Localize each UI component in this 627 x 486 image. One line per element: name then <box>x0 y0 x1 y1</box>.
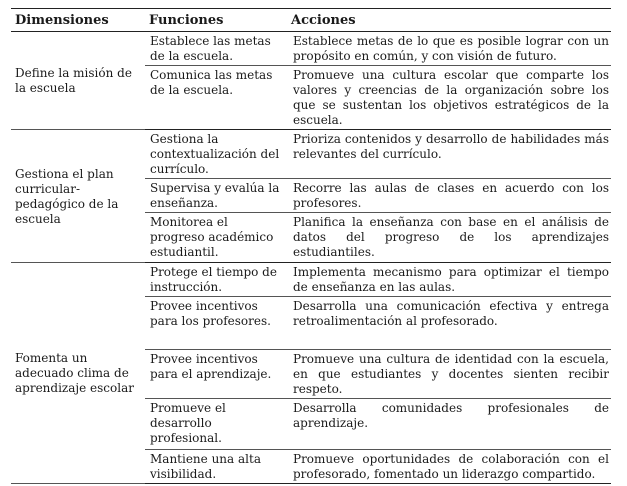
table-header-row <box>11 9 611 32</box>
header-dimensiones: Dimensiones <box>11 9 145 32</box>
funcion-cell: Promueve el desarrollo profesional. <box>145 399 287 450</box>
accion-cell: Promueve oportunidades de colaboración con el profesorado, fomentado un liderazgo compartido. <box>287 450 611 484</box>
dimension-cell: Define la misión de la escuela <box>11 32 145 130</box>
table-row <box>11 263 611 297</box>
table-row <box>11 32 611 66</box>
funcion-cell: Comunica las metas de la escuela. <box>145 66 287 130</box>
header-acciones: Acciones <box>287 9 611 32</box>
dimension-cell: Gestiona el plan curricular-pedagógico de la escuela <box>11 130 145 263</box>
accion-cell: Implementa mecanismo para optimizar el tiempo de enseñanza en las aulas. <box>287 263 611 297</box>
dimension-cell: Fomenta un adecuado clima de aprendizaje escolar <box>11 263 145 484</box>
accion-cell: Recorre las aulas de clases en acuerdo con los profesores. <box>287 179 611 213</box>
funcion-cell: Mantiene una alta visibilidad. <box>145 450 287 484</box>
accion-cell: Promueve una cultura de identidad con la escuela, en que estudiantes y docentes sienten recibir respeto. <box>287 350 611 399</box>
funcion-cell: Supervisa y evalúa la enseñanza. <box>145 179 287 213</box>
header-funciones: Funciones <box>145 9 287 32</box>
funcion-cell: Protege el tiempo de instrucción. <box>145 263 287 297</box>
accion-cell: Establece metas de lo que es posible lograr con un propósito en común, y con visión de futuro. <box>287 32 611 66</box>
table-row <box>11 130 611 179</box>
accion-cell: Planifica la enseñanza con base en el análisis de datos del progreso de los aprendizajes estudiantiles. <box>287 213 611 263</box>
accion-cell: Promueve una cultura escolar que comparte los valores y creencias de la organización sobre los que se sustentan los objetivos estratégicos de la escuela. <box>287 66 611 130</box>
funcion-cell: Provee incentivos para los profesores. <box>145 297 287 350</box>
funcion-cell: Establece las metas de la escuela. <box>145 32 287 66</box>
accion-cell: Desarrolla una comunicación efectiva y entrega retroalimentación al profesorado. <box>287 297 611 350</box>
funcion-cell: Monitorea el progreso académico estudiantil. <box>145 213 287 263</box>
funcion-cell: Gestiona la contextualización del currículo. <box>145 130 287 179</box>
funcion-cell: Provee incentivos para el aprendizaje. <box>145 350 287 399</box>
accion-cell: Prioriza contenidos y desarrollo de habilidades más relevantes del currículo. <box>287 130 611 179</box>
leadership-dimensions-table <box>11 8 611 484</box>
accion-cell: Desarrolla comunidades profesionales de aprendizaje. <box>287 399 611 450</box>
